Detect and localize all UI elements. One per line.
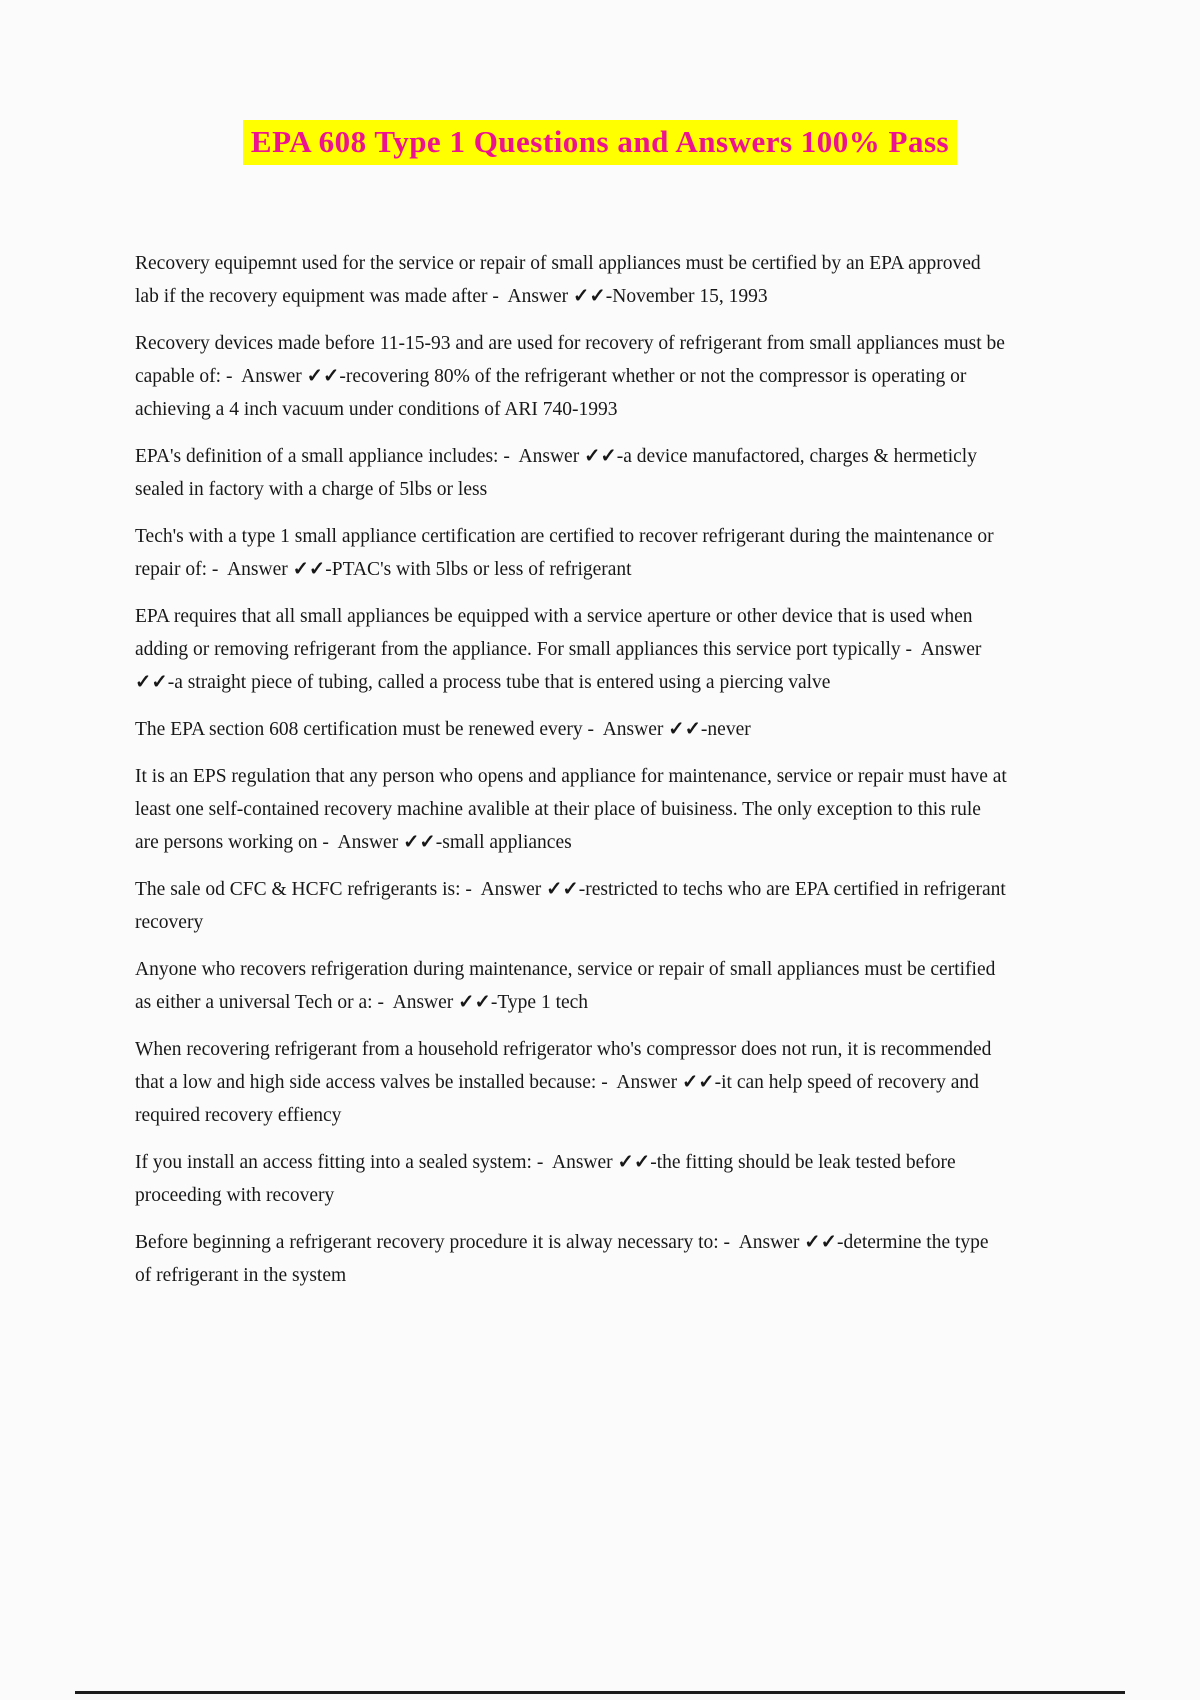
qa-separator: - — [221, 365, 242, 387]
qa-separator: - — [317, 831, 338, 853]
qa-answer: never — [707, 718, 751, 740]
checkmark-icon: ✓✓ — [403, 831, 436, 853]
answer-dash: - — [339, 365, 346, 387]
qa-paragraph — [135, 520, 1007, 586]
checkmark-icon: ✓✓ — [135, 671, 168, 693]
answer-dash: - — [490, 991, 498, 1013]
qa-answer: small appliances — [442, 831, 572, 853]
answer-label: Answer — [480, 878, 547, 900]
qa-answer: restricted to techs who are EPA certified in refrigerant recovery — [135, 878, 1011, 933]
checkmark-icon: ✓✓ — [292, 558, 326, 580]
qa-question: EPA requires that all small appliances be equipped with a service aperture or other device that is used when adding or removing refrigerant from the appliance. For small appliances this service port typically — [135, 605, 978, 660]
answer-dash: - — [700, 718, 708, 740]
qa-answer: PTAC's with 5lbs or less of refrigerant — [331, 558, 632, 580]
title-block — [135, 120, 1065, 165]
qa-paragraph — [135, 953, 1007, 1019]
qa-question: Recovery devices made before 11-15-93 and are used for recovery of refrigerant from small appliances must be capable of: — [135, 332, 1010, 387]
qa-paragraph — [135, 247, 1007, 313]
qa-question: Before beginning a refrigerant recovery procedure it is alway necessary to: — [135, 1231, 719, 1253]
checkmark-icon: ✓✓ — [681, 1071, 715, 1093]
answer-label: Answer — [518, 445, 585, 467]
answer-dash: - — [650, 1151, 657, 1173]
qa-answer: a device manufactored, charges & hermeticly sealed in factory with a charge of 5lbs or less — [135, 445, 982, 500]
answer-dash: - — [616, 445, 624, 467]
checkmark-icon: ✓✓ — [617, 1151, 651, 1173]
qa-separator: - — [531, 1151, 552, 1173]
checkmark-icon: ✓✓ — [573, 285, 606, 307]
answer-dash: - — [578, 878, 586, 900]
qa-question: The EPA section 608 certification must be renewed every — [135, 718, 583, 740]
qa-paragraph — [135, 1033, 1007, 1132]
qa-answer: a straight piece of tubing, called a process tube that is entered using a piercing valve — [174, 671, 831, 693]
qa-answer: recovering 80% of the refrigerant whether or not the compressor is operating or achieving a 4 inch vacuum under conditions of ARI 740-1993 — [135, 365, 972, 420]
qa-separator: - — [498, 445, 519, 467]
answer-label: Answer — [241, 365, 307, 387]
answer-dash: - — [435, 831, 443, 853]
answer-dash: - — [325, 558, 332, 580]
qa-paragraph — [135, 600, 1007, 699]
qa-separator: - — [582, 718, 603, 740]
qa-question: Tech's with a type 1 small appliance certification are certified to recover refrigerant during the maintenance or repair of: — [135, 525, 999, 580]
qa-answer: determine the type of refrigerant in the system — [135, 1231, 994, 1286]
answer-label: Answer — [920, 638, 987, 660]
qa-paragraph — [135, 440, 1007, 506]
qa-paragraph — [135, 327, 1010, 426]
qa-question: If you install an access fitting into a sealed system: — [135, 1151, 532, 1173]
qa-question: The sale od CFC & HCFC refrigerants is: — [135, 878, 461, 900]
qa-question: Recovery equipemnt used for the service or repair of small appliances must be certified by an EPA approved lab if the recovery equipment was made after — [135, 252, 986, 307]
qa-question: EPA's definition of a small appliance includes: — [135, 445, 499, 467]
qa-answer: November 15, 1993 — [612, 285, 768, 307]
answer-label: Answer — [227, 558, 293, 580]
answer-dash: - — [714, 1071, 722, 1093]
qa-paragraph — [135, 1226, 1007, 1292]
qa-question: It is an EPS regulation that any person who opens and appliance for maintenance, service or repair must have at least one self-contained recovery machine avalible at their place of buisiness. The only exception to this rule are persons working on — [135, 765, 1012, 853]
answer-dash: - — [605, 285, 613, 307]
answer-label: Answer — [552, 1151, 618, 1173]
qa-separator: - — [372, 991, 393, 1013]
checkmark-icon: ✓✓ — [306, 365, 340, 387]
checkmark-icon: ✓✓ — [546, 878, 579, 900]
page-title: EPA 608 Type 1 Questions and Answers 100% Pass — [243, 120, 957, 165]
qa-separator: - — [718, 1231, 739, 1253]
answer-dash: - — [836, 1231, 844, 1253]
answer-label: Answer — [392, 991, 459, 1013]
qa-paragraph — [135, 713, 1007, 746]
answer-label: Answer — [337, 831, 404, 853]
qa-question: Anyone who recovers refrigeration during maintenance, service or repair of small appliances must be certified as either a universal Tech or a: — [135, 958, 1001, 1013]
qa-separator: - — [487, 285, 508, 307]
qa-answer: the fitting should be leak tested before proceeding with recovery — [135, 1151, 961, 1206]
qa-separator: - — [596, 1071, 617, 1093]
qa-question: When recovering refrigerant from a household refrigerator who's compressor does not run, it is recommended that a low and high side access valves be installed because: — [135, 1038, 997, 1093]
qa-separator: - — [900, 638, 921, 660]
checkmark-icon: ✓✓ — [668, 718, 701, 740]
qa-paragraph — [135, 760, 1012, 859]
answer-label: Answer — [616, 1071, 682, 1093]
qa-separator: - — [460, 878, 481, 900]
answer-label: Answer — [738, 1231, 805, 1253]
page-bottom-divider — [75, 1691, 1125, 1694]
checkmark-icon: ✓✓ — [458, 991, 491, 1013]
answer-label: Answer — [602, 718, 669, 740]
checkmark-icon: ✓✓ — [584, 445, 617, 467]
qa-paragraph — [135, 1146, 1007, 1212]
answer-dash: - — [167, 671, 175, 693]
answer-label: Answer — [507, 285, 574, 307]
qa-answer: Type 1 tech — [497, 991, 589, 1013]
checkmark-icon: ✓✓ — [804, 1231, 837, 1253]
qa-answer: it can help speed of recovery and required recovery effiency — [135, 1071, 984, 1126]
qa-separator: - — [207, 558, 228, 580]
qa-paragraph — [135, 873, 1011, 939]
qa-list — [135, 247, 1012, 1292]
